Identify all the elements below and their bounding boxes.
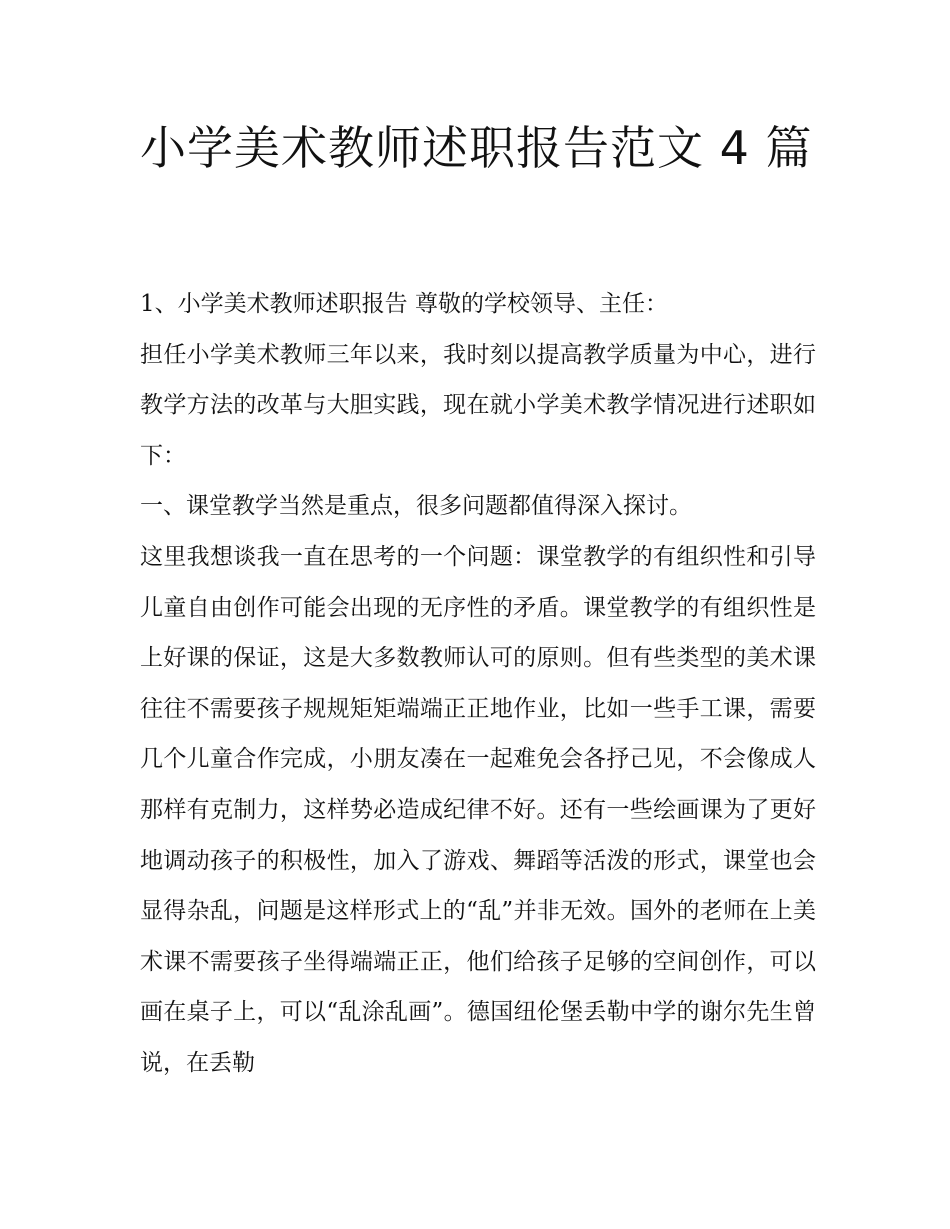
paragraph-section-heading: 一、课堂教学当然是重点，很多问题都值得深入探讨。 [140,493,692,520]
paragraph-salutation: 1、小学美术教师述职报告 尊敬的学校领导、主任： [140,291,668,317]
paragraph-body: 这里我想谈我一直在思考的一个问题：课堂教学的有组织性和引导儿童自由创作可能会出现的无序性的矛盾。课堂教学的有组织性是上好课的保证，这是大多数教师认可的原则。但有些类型的美术课往往不需要孩子规规矩矩端端正正地作业，比如一些手工课，需要几个儿童合作完成，小朋友凑在一起难免会各抒己见，不会像成人那样有克制力，这样势必造成纪律不好。还有一些绘画课为了更好地调动孩子的积极性，加入了游戏、舞蹈等活泼的形式，课堂也会显得杂乱，问题是这样形式上的“乱”并非无效。国外的老师在上美术课不需要孩子坐得端端正正，他们给孩子足够的空间创作，可以画在桌子上，可以“乱涂乱画”。德国纽伦堡丢勒中学的谢尔先生曾说，在丢勒 [140,543,816,1076]
document-body [140,279,816,1089]
document-title: 小学美术教师述职报告范文 4 篇 [140,121,813,175]
paragraph-intro: 担任小学美术教师三年以来，我时刻以提高教学质量为中心，进行教学方法的改革与大胆实践，现在就小学美术教学情况进行述职如下： [140,341,816,469]
